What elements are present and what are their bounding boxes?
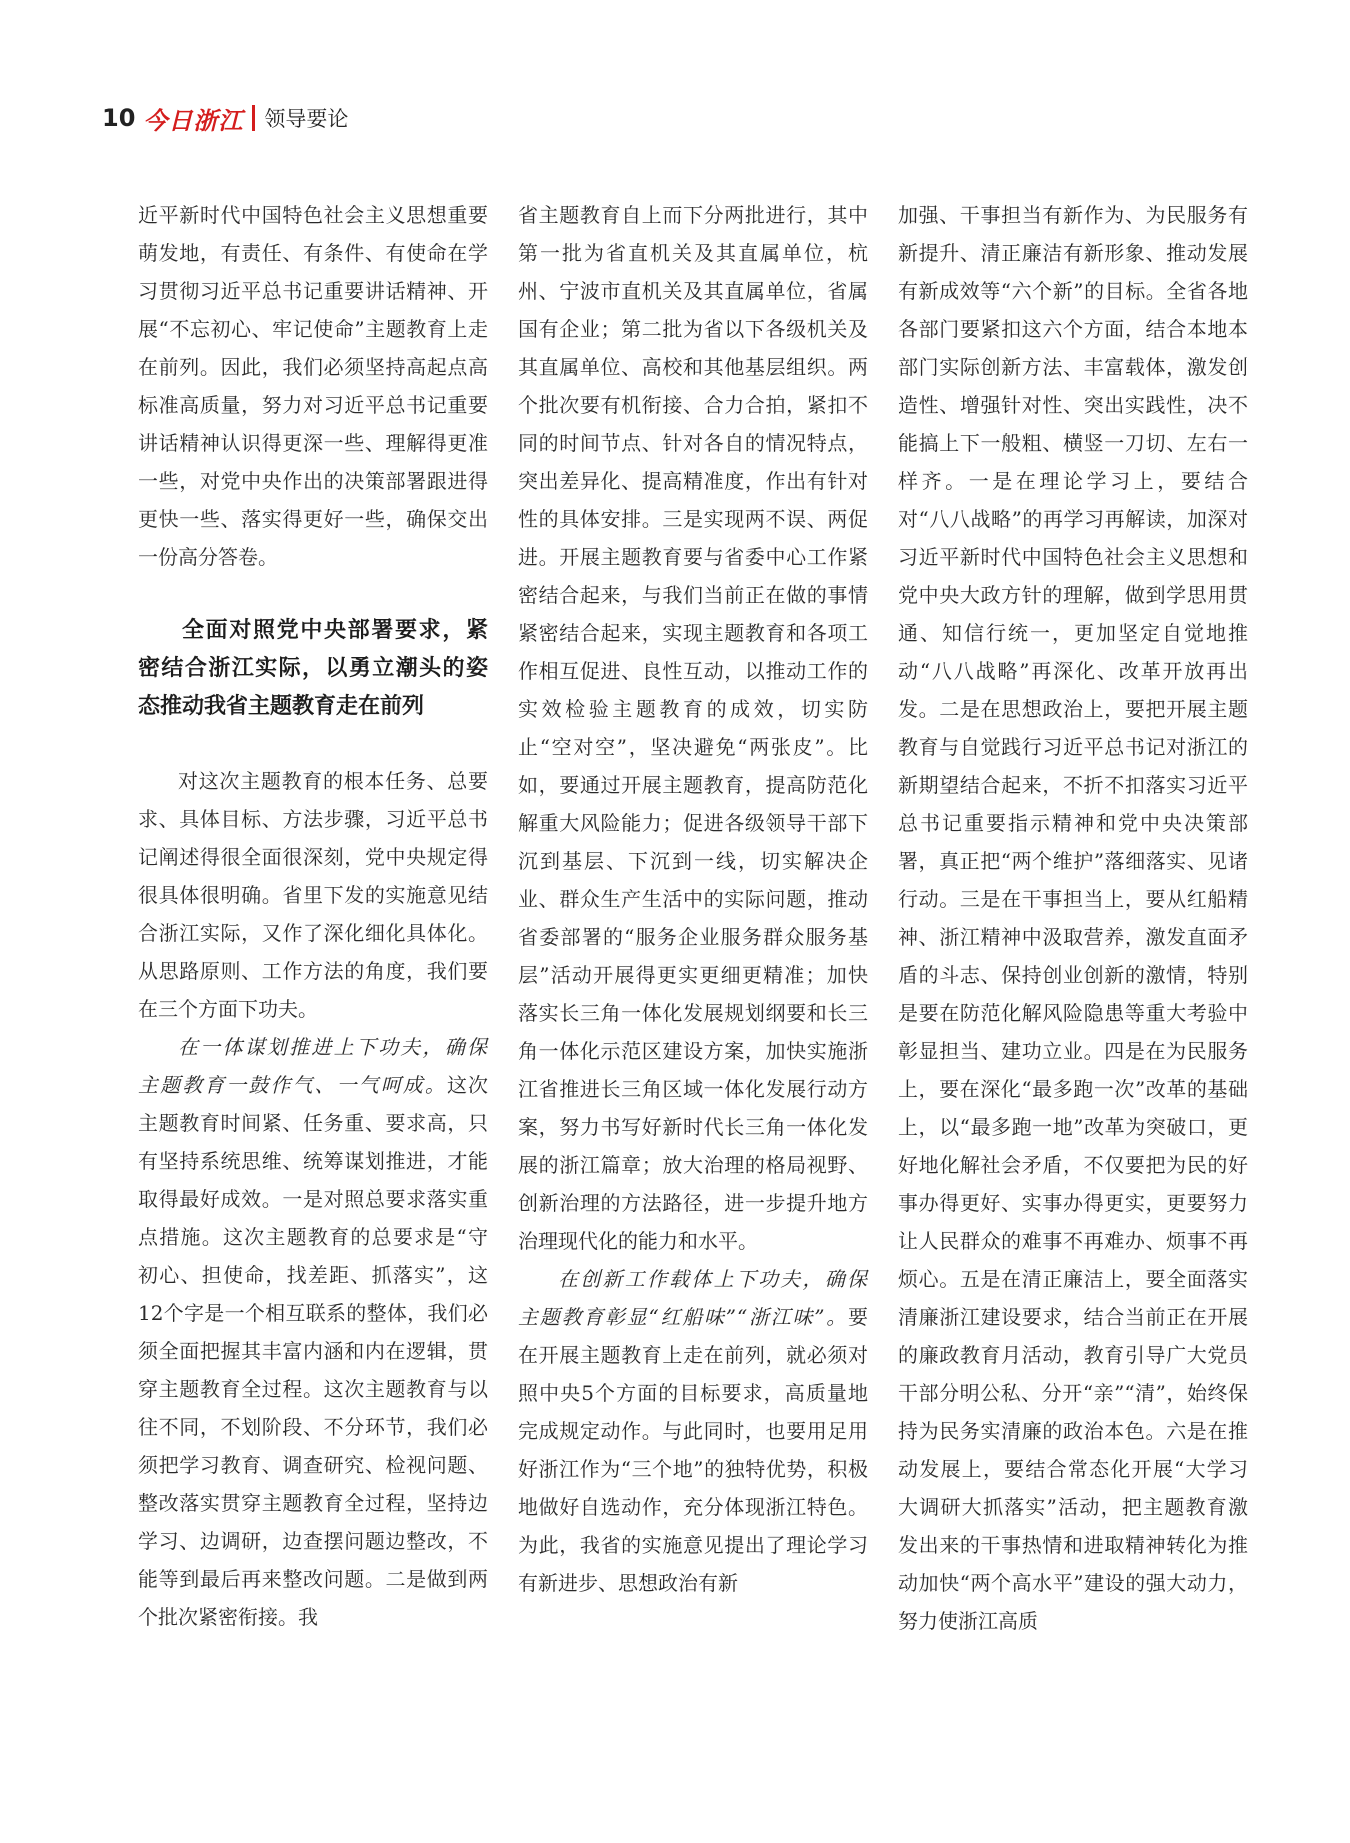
paragraph bbox=[518, 1260, 868, 1602]
paragraph: 对这次主题教育的根本任务、总要求、具体目标、方法步骤，习近平总书记阐述得很全面很深刻，党中央规定得很具体很明确。省里下发的实施意见结合浙江实际，又作了深化细化具体化。从思路原则、工作方法的角度，我们要在三个方面下功夫。 bbox=[138, 769, 488, 1021]
paragraph-body: 要在开展主题教育上走在前列，就必须对照中央5个方面的目标要求，高质量地完成规定动作。与此同时，也要用足用好浙江作为“三个地”的独特优势，积极地做好自选动作，充分体现浙江特色。为此，我省的实施意见提出了理论学习有新进步、思想政治有新 bbox=[518, 1305, 868, 1595]
paragraph-lead: 在一体谋划推进上下功夫，确保主题教育一鼓作气、一气呵成。 bbox=[138, 1035, 488, 1097]
paragraph: 近平新时代中国特色社会主义思想重要萌发地，有责任、有条件、有使命在学习贯彻习近平总书记重要讲话精神、开展“不忘初心、牢记使命”主题教育上走在前列。因此，我们必须坚持高起点高标准高质量，努力对习近平总书记重要讲话精神认识得更深一些、理解得更准一些，对党中央作出的决策部署跟进得更快一些、落实得更好一些，确保交出一份高分答卷。 bbox=[138, 203, 488, 569]
paragraph: 省主题教育自上而下分两批进行，其中第一批为省直机关及其直属单位，杭州、宁波市直机关及其直属单位，省属国有企业；第二批为省以下各级机关及其直属单位、高校和其他基层组织。两个批次要有机衔接、合力合拍，紧扣不同的时间节点、针对各自的情况特点，突出差异化、提高精准度，作出有针对性的具体安排。三是实现两不误、两促进。开展主题教育要与省委中心工作紧密结合起来，与我们当前正在做的事情紧密结合起来，实现主题教育和各项工作相互促进、良性互动，以推动工作的实效检验主题教育的成效，切实防止“空对空”，坚决避免“两张皮”。比如，要通过开展主题教育，提高防范化解重大风险能力；促进各级领导干部下沉到基层、下沉到一线，切实解决企业、群众生产生活中的实际问题，推动省委部署的“服务企业服务群众服务基层”活动开展得更实更细更精准；加快落实长三角一体化发展规划纲要和长三角一体化示范区建设方案，加快实施浙江省推进长三角区域一体化发展行动方案，努力书写好新时代长三角一体化发展的浙江篇章；放大治理的格局视野、创新治理的方法路径，进一步提升地方治理现代化的能力和水平。 bbox=[518, 203, 868, 1253]
paragraph: 加强、干事担当有新作为、为民服务有新提升、清正廉洁有新形象、推动发展有新成效等“六个新”的目标。全省各地各部门要紧扣这六个方面，结合本地本部门实际创新方法、丰富载体，激发创造性、增强针对性、突出实践性，决不能搞上下一般粗、横竖一刀切、左右一样齐。一是在理论学习上，要结合对“八八战略”的再学习再解读，加深对习近平新时代中国特色社会主义思想和党中央大政方针的理解，做到学思用贯通、知信行统一，更加坚定自觉地推动“八八战略”再深化、改革开放再出发。二是在思想政治上，要把开展主题教育与自觉践行习近平总书记对浙江的新期望结合起来，不折不扣落实习近平总书记重要指示精神和党中央决策部署，真正把“两个维护”落细落实、见诸行动。三是在干事担当上，要从红船精神、浙江精神中汲取营养，激发直面矛盾的斗志、保持创业创新的激情，特别是要在防范化解风险隐患等重大考验中彰显担当、建功立业。四是在为民服务上，要在深化“最多跑一次”改革的基础上，以“最多跑一地”改革为突破口，更好地化解社会矛盾，不仅要把为民的好事办得更好、实事办得更实，更要努力让人民群众的难事不再难办、烦事不再烦心。五是在清正廉洁上，要全面落实清廉浙江建设要求，结合当前正在开展的廉政教育月活动，教育引导广大党员干部分明公私、分开“亲”“清”，始终保持为民务实清廉的政治本色。六是在推动发展上，要结合常态化开展“大学习大调研大抓落实”活动，把主题教育激发出来的干事热情和进取精神转化为推动加快“两个高水平”建设的强大动力，努力使浙江高质 bbox=[898, 203, 1248, 1633]
spacer bbox=[138, 576, 488, 612]
magazine-logo: 今日浙江 bbox=[143, 105, 244, 135]
spacer bbox=[138, 726, 488, 762]
column-1 bbox=[138, 196, 488, 1636]
column-3 bbox=[898, 196, 1248, 1640]
paragraph-body: 这次主题教育时间紧、任务重、要求高，只有坚持系统思维、统筹谋划推进，才能取得最好成效。一是对照总要求落实重点措施。这次主题教育的总要求是“守初心、担使命，找差距、抓落实”，这12个字是一个相互联系的整体，我们必须全面把握其丰富内涵和内在逻辑，贯穿主题教育全过程。这次主题教育与以往不同，不划阶段、不分环节，我们必须把学习教育、调查研究、检视问题、整改落实贯穿主题教育全过程，坚持边学习、边调研，边查摆问题边整改，不能等到最后再来整改问题。二是做到两个批次紧密衔接。我 bbox=[138, 1073, 489, 1629]
paragraph bbox=[138, 1028, 488, 1636]
header-divider bbox=[252, 105, 255, 131]
page-header bbox=[102, 98, 348, 138]
section-name: 领导要论 bbox=[264, 107, 349, 131]
section-heading: 全面对照党中央部署要求，紧密结合浙江实际，以勇立潮头的姿态推动我省主题教育走在前列 bbox=[138, 618, 488, 719]
page-number: 10 bbox=[102, 104, 136, 132]
paragraph-lead: 在创新工作载体上下功夫，确保主题教育彰显“红船味”“浙江味”。 bbox=[518, 1267, 868, 1329]
column-2 bbox=[518, 196, 868, 1602]
